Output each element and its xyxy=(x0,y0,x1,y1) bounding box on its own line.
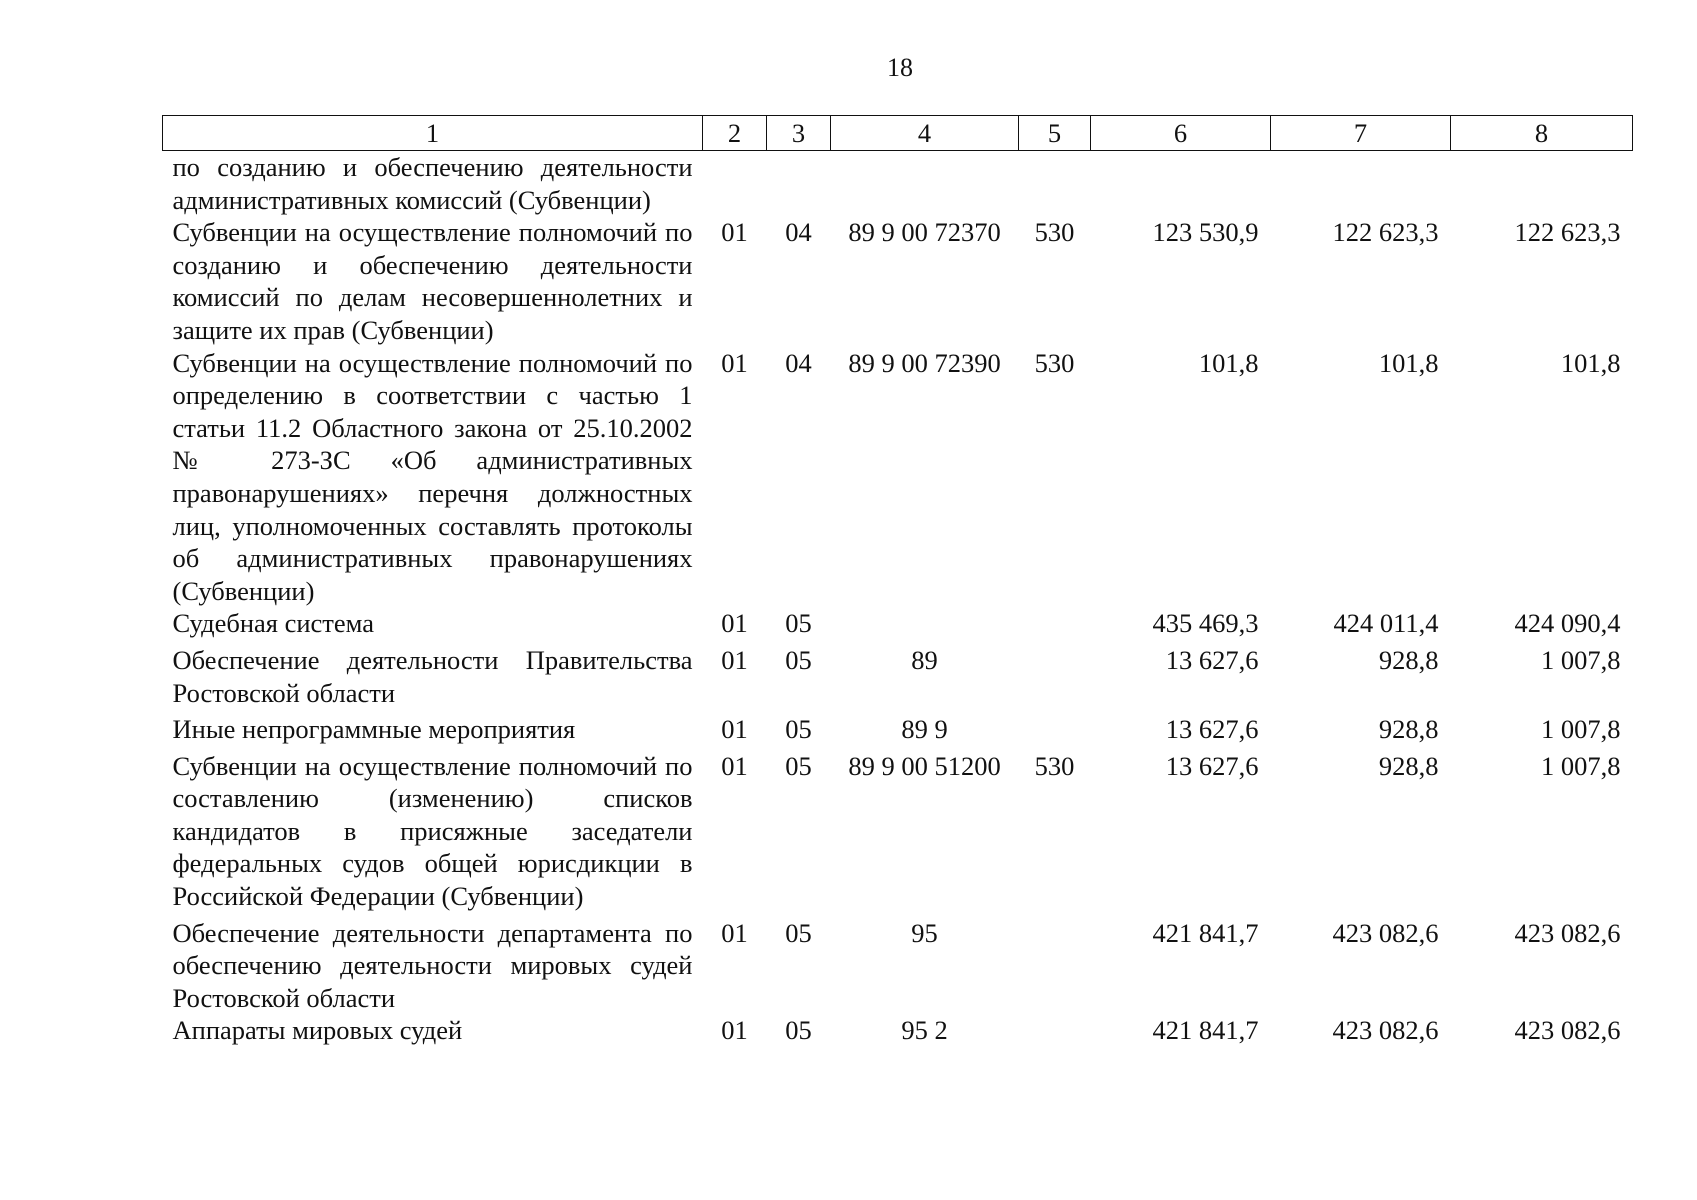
amount-col-7 xyxy=(1271,151,1451,217)
amount-col-6: 101,8 xyxy=(1198,347,1259,378)
table-row xyxy=(163,709,1633,746)
table-row xyxy=(163,216,1633,346)
target-article-code: 89 9 00 72370 xyxy=(848,217,1001,248)
amount-col-6: 13 627,6 xyxy=(1165,644,1259,675)
expense-type-code xyxy=(1019,913,1091,1015)
expense-type-code: 530 xyxy=(1034,347,1075,378)
expense-type-code xyxy=(1019,1014,1091,1047)
subsection-code: 04 xyxy=(785,347,812,378)
target-article-code: 89 xyxy=(911,644,938,675)
row-name: Иные непрограммные мероприятия xyxy=(172,714,576,745)
table-row xyxy=(163,640,1633,709)
section-code xyxy=(703,151,767,217)
expense-type-code xyxy=(1019,640,1091,709)
expense-type-code xyxy=(1019,607,1091,640)
amount-col-6: 421 841,7 xyxy=(1152,1015,1259,1046)
expense-type-code: 530 xyxy=(1034,750,1075,781)
row-name: по созданию и обеспечению деятельности административных комиссий (Субвенции) xyxy=(172,152,693,215)
amount-col-8: 101,8 xyxy=(1560,347,1621,378)
amount-col-7: 423 082,6 xyxy=(1332,1015,1439,1046)
amount-col-8: 423 082,6 xyxy=(1514,1015,1621,1046)
column-header: 7 xyxy=(1271,116,1451,151)
amount-col-6: 123 530,9 xyxy=(1152,217,1259,248)
table-row xyxy=(163,607,1633,640)
expense-type-code: 530 xyxy=(1034,217,1075,248)
row-name: Субвенции на осуществление полномочий по созданию и обеспечению деятельности комиссий по делам несовершеннолетних и защите их прав (Субвенции) xyxy=(172,217,693,345)
column-header: 2 xyxy=(703,116,767,151)
amount-col-7: 101,8 xyxy=(1378,347,1439,378)
row-name: Субвенции на осуществление полномочий по составлению (изменению) списков кандидатов в присяжные заседатели федеральных судов общей юрисдикции в Российской Федерации (Субвенции) xyxy=(172,750,693,912)
column-header: 4 xyxy=(831,116,1019,151)
amount-col-8: 1 007,8 xyxy=(1541,714,1621,745)
table-row xyxy=(163,347,1633,608)
amount-col-6: 13 627,6 xyxy=(1165,714,1259,745)
table-row xyxy=(163,1014,1633,1047)
column-header: 8 xyxy=(1451,116,1633,151)
table-row xyxy=(163,151,1633,217)
budget-table xyxy=(162,115,1633,1047)
subsection-code: 04 xyxy=(785,217,812,248)
target-article-code xyxy=(831,607,1019,640)
amount-col-7: 424 011,4 xyxy=(1333,608,1439,639)
amount-col-8: 1 007,8 xyxy=(1541,644,1621,675)
section-code: 01 xyxy=(721,1015,748,1046)
row-name: Субвенции на осуществление полномочий по определению в соответствии с частью 1 статьи 11.2 Областного закона от 25.10.2002 № 273-ЗС «Об административных правонарушениях» перечня должностных лиц, уполномоченных составлять протоколы об административных правонарушениях (Субвенции) xyxy=(172,347,693,606)
subsection-code: 05 xyxy=(785,1015,812,1046)
section-code: 01 xyxy=(721,714,748,745)
subsection-code: 05 xyxy=(785,608,812,639)
subsection-code: 05 xyxy=(785,917,812,948)
amount-col-8 xyxy=(1451,151,1633,217)
amount-col-8: 1 007,8 xyxy=(1541,750,1621,781)
section-code: 01 xyxy=(721,217,748,248)
amount-col-7: 928,8 xyxy=(1378,714,1439,745)
subsection-code: 05 xyxy=(785,714,812,745)
target-article-code: 89 9 00 51200 xyxy=(848,750,1001,781)
amount-col-6: 421 841,7 xyxy=(1152,917,1259,948)
target-article-code: 95 2 xyxy=(901,1015,948,1046)
amount-col-6: 13 627,6 xyxy=(1165,750,1259,781)
target-article-code xyxy=(831,151,1019,217)
section-code: 01 xyxy=(721,750,748,781)
column-header: 5 xyxy=(1019,116,1091,151)
target-article-code: 89 9 xyxy=(901,714,948,745)
amount-col-7: 122 623,3 xyxy=(1332,217,1439,248)
row-name: Аппараты мировых судей xyxy=(172,1015,463,1046)
amount-col-6 xyxy=(1091,151,1271,217)
amount-col-7: 928,8 xyxy=(1378,750,1439,781)
section-code: 01 xyxy=(721,347,748,378)
row-name: Обеспечение деятельности Правительства Ростовской области xyxy=(172,644,693,708)
target-article-code: 95 xyxy=(911,917,938,948)
amount-col-8: 424 090,4 xyxy=(1514,608,1621,639)
amount-col-6: 435 469,3 xyxy=(1152,608,1259,639)
amount-col-7: 928,8 xyxy=(1378,644,1439,675)
row-name: Обеспечение деятельности департамента по обеспечению деятельности мировых судей Ростовской области xyxy=(172,917,693,1013)
section-code: 01 xyxy=(721,644,748,675)
subsection-code xyxy=(767,151,831,217)
subsection-code: 05 xyxy=(785,750,812,781)
amount-col-8: 423 082,6 xyxy=(1514,917,1621,948)
column-header: 6 xyxy=(1091,116,1271,151)
table-row xyxy=(163,746,1633,913)
row-name: Судебная система xyxy=(172,608,374,639)
header-row xyxy=(163,116,1633,151)
expense-type-code xyxy=(1019,709,1091,746)
table-row xyxy=(163,913,1633,1015)
section-code: 01 xyxy=(721,917,748,948)
expense-type-code xyxy=(1019,151,1091,217)
amount-col-8: 122 623,3 xyxy=(1514,217,1621,248)
target-article-code: 89 9 00 72390 xyxy=(848,347,1001,378)
amount-col-7: 423 082,6 xyxy=(1332,917,1439,948)
column-header: 3 xyxy=(767,116,831,151)
column-header: 1 xyxy=(163,116,703,151)
subsection-code: 05 xyxy=(785,644,812,675)
section-code: 01 xyxy=(721,608,748,639)
page-number: 18 xyxy=(887,53,913,82)
